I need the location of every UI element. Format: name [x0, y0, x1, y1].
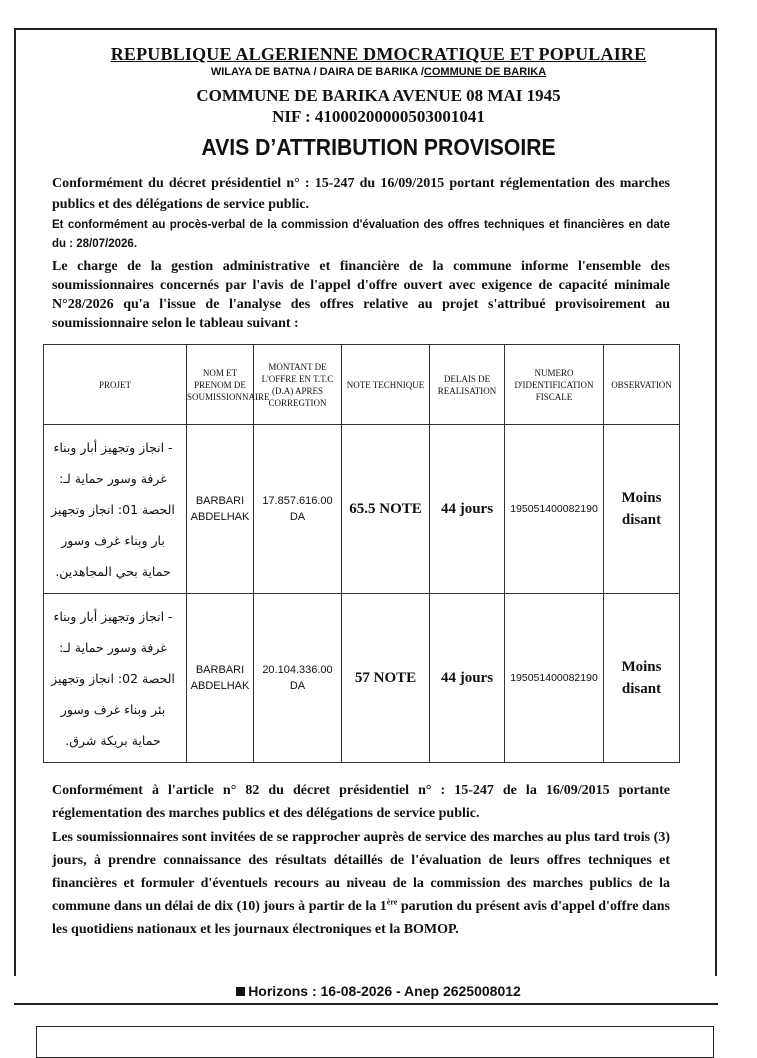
cell-montant: 17.857.616.00 DA — [254, 425, 342, 594]
table-row — [44, 594, 680, 763]
cell-projet: - انجاز وتجهيز أبار وبناء غرفة وسور حماية لـ: الحصة 02: انجاز وتجهيز بئر وبناء غرف وسور حماية بريكة شرق. — [44, 594, 187, 763]
header-nif: NUMERO D'IDENTIFICATION FISCALE — [505, 345, 604, 425]
intro-paragraph-1: Conformément du décret présidentiel n° : 15-247 du 16/09/2015 portant réglementation des marches publics et des délégations de service public. — [52, 176, 670, 212]
intro-paragraph-2: Et conformément au procès-verbal de la commission d'évaluation des offres techniques et financières en date du : 28/07/2026. — [52, 219, 670, 250]
intro-paragraph-3: Le charge de la gestion administrative et financière de la commune informe l'ensemble des soumissionnaires concernés par l'avis de l'appel d'offre ouvert avec exigence de capacité minimale N°28/2026 qu'a l'issue de l'analyse des offres relative au projet s'attribué provisoirement au soumissionnaire selon le tableau suivant : — [52, 259, 670, 331]
cell-delais: 44 jours — [430, 594, 505, 763]
closing-text-b: parution du présent avis d'appel d'offre dans les quotidiens nationaux et les journaux électroniques et la BOMOP. — [52, 899, 671, 937]
cell-observation: Moins disant — [604, 594, 680, 763]
header-projet: PROJET — [44, 345, 187, 425]
cell-note: 65.5 NOTE — [342, 425, 430, 594]
cell-projet: - انجاز وتجهيز أبار وبناء غرفة وسور حماية لـ: الحصة 01: انجاز وتجهيز بار وبناء غرف وسور حماية بحي المجاهدين. — [44, 425, 187, 594]
table-header-row — [44, 345, 680, 425]
closing-paragraph-2 — [52, 826, 670, 941]
publication-footer — [0, 983, 757, 999]
header-observation: OBSERVATION — [604, 345, 680, 425]
next-notice-frame — [36, 1026, 714, 1058]
closing-text-a: Les soumissionnaires sont invitées de se rapprocher auprès de service des marches au plus tard trois (3) jours, à prendre connaissance des résultats détaillés de l'évaluation de leurs offres techniques et financières et formuler d'éventuels recours au niveau de la commission des marches publics de la commune dans un délai de dix (10) jours à partir de la 1 — [52, 830, 670, 914]
table-row — [44, 425, 680, 594]
commune-address: COMMUNE DE BARIKA AVENUE 08 MAI 1945 — [196, 86, 561, 105]
cell-delais: 44 jours — [430, 425, 505, 594]
cell-note: 57 NOTE — [342, 594, 430, 763]
cell-nom: BARBARI ABDELHAK — [187, 425, 254, 594]
cell-montant: 20.104.336.00 DA — [254, 594, 342, 763]
closing-paragraph-1: Conformément à l'article n° 82 du décret présidentiel n° : 15-247 de la 16/09/2015 portante réglementation des marches publics et des délégations de service public. — [52, 783, 670, 821]
cell-observation: Moins disant — [604, 425, 680, 594]
cell-nom: BARBARI ABDELHAK — [187, 594, 254, 763]
cell-nif: 195051400082190 — [505, 594, 604, 763]
square-bullet-icon — [236, 987, 245, 996]
header-montant: MONTANT DE L'OFFRE EN T.T.C (D.A) APRES CORREGTION — [254, 345, 342, 425]
ordinal-superscript: ère — [386, 897, 398, 907]
wilaya-line — [0, 66, 757, 78]
wilaya-prefix: WILAYA DE BATNA / DAIRA DE BARIKA / — [210, 66, 424, 78]
nif-line: NIF : 41000200000503001041 — [272, 107, 485, 126]
notice-title: AVIS D’ATTRIBUTION PROVISOIRE — [201, 134, 556, 160]
footer-divider — [14, 1003, 718, 1005]
header-nom: NOM ET PRENOM DE SOUMISSIONNAIRE — [187, 345, 254, 425]
attribution-table — [43, 344, 680, 763]
cell-nif: 195051400082190 — [505, 425, 604, 594]
header-note: NOTE TECHNIQUE — [342, 345, 430, 425]
wilaya-commune: COMMUNE DE BARIKA — [423, 66, 547, 78]
footer-text: Horizons : 16-08-2026 - Anep 2625008012 — [248, 983, 521, 999]
republic-heading: REPUBLIQUE ALGERIENNE DMOCRATIQUE ET POPULAIRE — [110, 44, 647, 64]
header-delais: DELAIS DE REALISATION — [430, 345, 505, 425]
